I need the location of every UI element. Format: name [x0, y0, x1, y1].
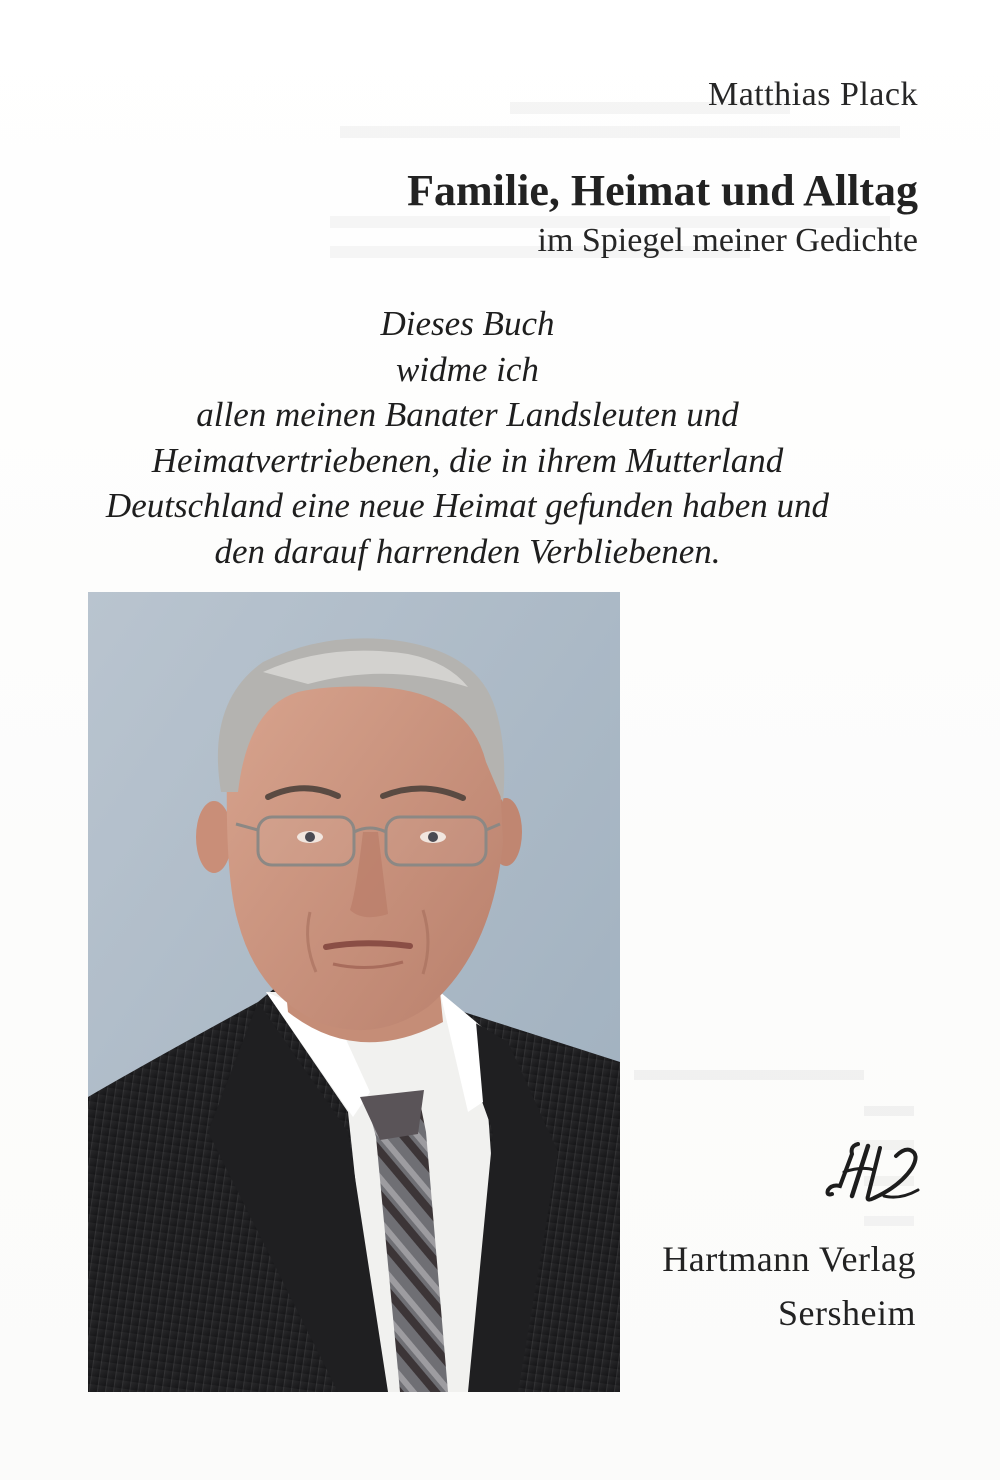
- dedication-line: Heimatvertriebenen, die in ihrem Mutterland: [151, 440, 784, 480]
- author-portrait: [88, 592, 620, 1392]
- author-name: Matthias Plack: [707, 76, 918, 113]
- dedication-line: allen meinen Banater Landsleuten und: [196, 395, 739, 434]
- publisher-monogram-icon: [822, 1140, 926, 1204]
- author-portrait-illustration: [88, 592, 620, 1392]
- publisher-block: [662, 1232, 916, 1340]
- book-subtitle: im Spiegel meiner Gedichte: [537, 222, 918, 259]
- dedication-line: Deutschland eine neue Heimat gefunden haben und: [105, 486, 830, 525]
- dedication-line: Dieses Buch: [380, 304, 555, 343]
- dedication-line: den darauf harrenden Verbliebenen.: [214, 531, 721, 571]
- publisher-logo: [822, 1140, 926, 1204]
- dedication: [20, 301, 915, 574]
- publisher-name: Hartmann Verlag: [662, 1239, 916, 1279]
- dedication-line: widme ich: [396, 349, 539, 389]
- publisher-city: Sersheim: [778, 1293, 916, 1333]
- book-title: Familie, Heimat und Alltag: [407, 166, 918, 215]
